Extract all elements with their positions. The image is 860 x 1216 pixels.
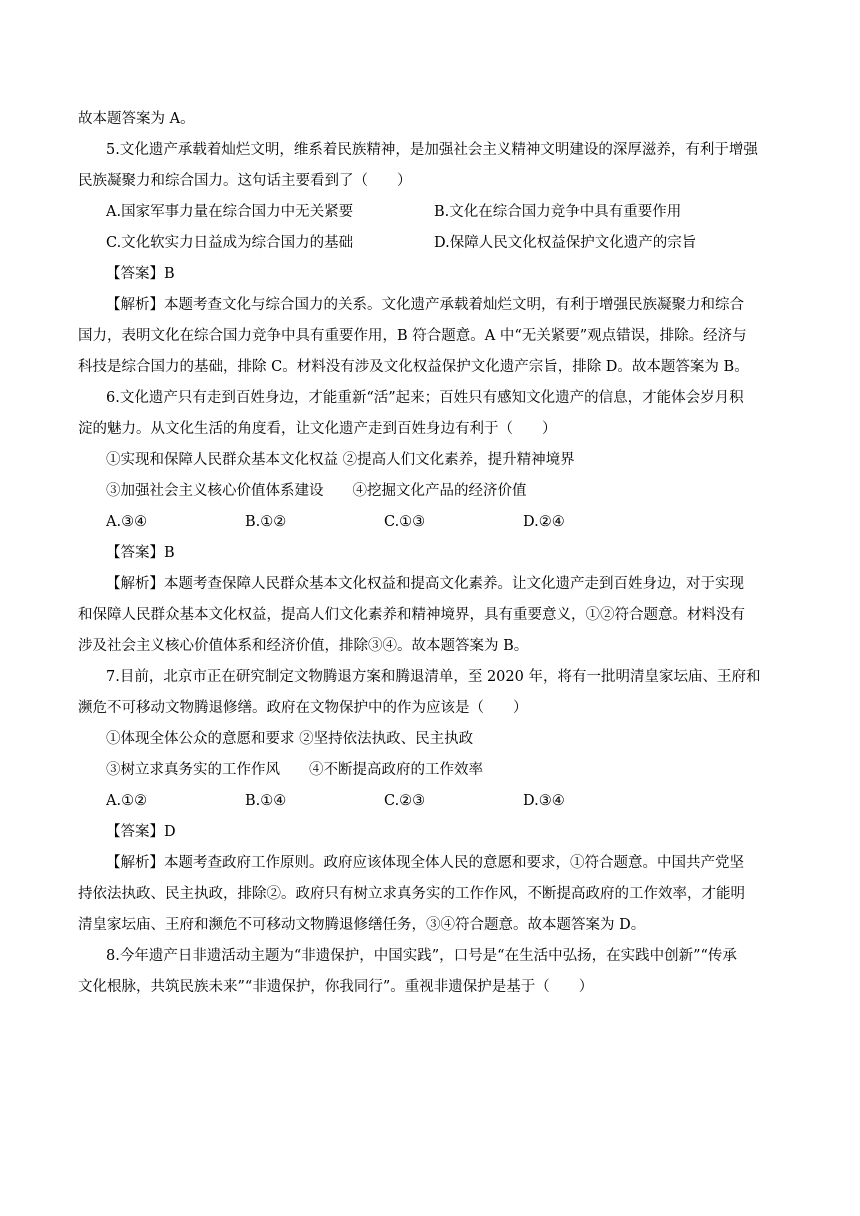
answer-line: 【答案】D [106,824,176,840]
question-6 [78,383,788,662]
analysis-line: 【解析】本题考查政府工作原则。政府应该体现全体人民的意愿和要求，①符合题意。中国共产党坚 [106,855,744,871]
analysis-line: 持依法执政、民主执政，排除②。政府只有树立求真务实的工作作风，不断提高政府的工作效率，才能明 [78,886,745,902]
option-a: A.③④ [106,514,148,530]
answer-line: 【答案】B [106,545,175,561]
statement-line: ③树立求真务实的工作作风 ④不断提高政府的工作效率 [106,762,483,778]
option-b: B.①④ [245,793,287,809]
analysis-line: 【解析】本题考查保障人民群众基本文化权益和提高文化素养。让文化遗产走到百姓身边，对于实现 [106,576,744,592]
option-c: C.文化软实力日益成为综合国力的基础 [106,235,354,251]
analysis-line: 【解析】本题考查文化与综合国力的关系。文化遗产承载着灿烂文明，有利于增强民族凝聚力和综合 [106,297,744,313]
option-row [78,228,788,259]
option-row [78,507,788,538]
question-stem-line: 文化根脉，共筑民族未来”“非遗保护，你我同行”。重视非遗保护是基于（ ） [78,979,594,995]
analysis-line: 清皇家坛庙、王府和濒危不可移动文物腾退修缮任务，③④符合题意。故本题答案为 D。 [78,917,646,933]
answer-line: 【答案】B [106,266,175,282]
analysis-line: 涉及社会主义核心价值体系和经济价值，排除③④。故本题答案为 B。 [78,638,529,654]
option-d: D.②④ [523,514,565,530]
statement-line: ③加强社会主义核心价值体系建设 ④挖掘文化产品的经济价值 [106,483,527,499]
question-stem-line: 8.今年遗产日非遗活动主题为“非遗保护，中国实践”，口号是“在生活中弘扬，在实践中创新”“传承 [106,948,737,964]
option-d: D.③④ [523,793,565,809]
question-stem-line: 7.目前，北京市正在研究制定文物腾退方案和腾退清单，至 2020 年，将有一批明清皇家坛庙、王府和 [106,669,761,685]
question-stem-line: 民族凝聚力和综合国力。这句话主要看到了（ ） [78,173,412,189]
question-8 [78,941,788,1003]
analysis-line: 和保障人民群众基本文化权益，提高人们文化素养和精神境界，具有重要意义，①②符合题意。材料没有 [78,607,745,623]
page-content [78,104,788,1003]
option-row [78,786,788,817]
question-stem-line: 淀的魅力。从文化生活的角度看，让文化遗产走到百姓身边有利于（ ） [78,421,557,437]
option-c: C.①③ [384,514,426,530]
previous-answer-conclusion: 故本题答案为 A。 [78,111,195,127]
option-b: B.①② [245,514,287,530]
question-5 [78,135,788,383]
option-a: A.国家军事力量在综合国力中无关紧要 [106,204,354,220]
option-c: C.②③ [384,793,426,809]
question-stem-line: 6.文化遗产只有走到百姓身边，才能重新“活”起来；百姓只有感知文化遗产的信息，才能体会岁月积 [106,390,744,406]
option-b: B.文化在综合国力竞争中具有重要作用 [434,204,682,220]
question-7 [78,662,788,941]
analysis-line: 科技是综合国力的基础，排除 C。材料没有涉及文化权益保护文化遗产宗旨，排除 D。故本题答案为 B。 [78,359,749,375]
question-stem-line: 濒危不可移动文物腾退修缮。政府在文物保护中的作为应该是（ ） [78,700,528,716]
option-a: A.①② [106,793,148,809]
analysis-line: 国力，表明文化在综合国力竞争中具有重要作用，B 符合题意。A 中“无关紧要”观点错误，排除。经济与 [78,328,747,344]
option-d: D.保障人民文化权益保护文化遗产的宗旨 [434,235,697,251]
question-stem-line: 5.文化遗产承载着灿烂文明，维系着民族精神，是加强社会主义精神文明建设的深厚滋养，有利于增强 [106,142,758,158]
option-row [78,197,788,228]
statement-line: ①实现和保障人民群众基本文化权益 ②提高人们文化素养，提升精神境界 [106,452,575,468]
statement-line: ①体现全体公众的意愿和要求 ②坚持依法执政、民主执政 [106,731,474,747]
